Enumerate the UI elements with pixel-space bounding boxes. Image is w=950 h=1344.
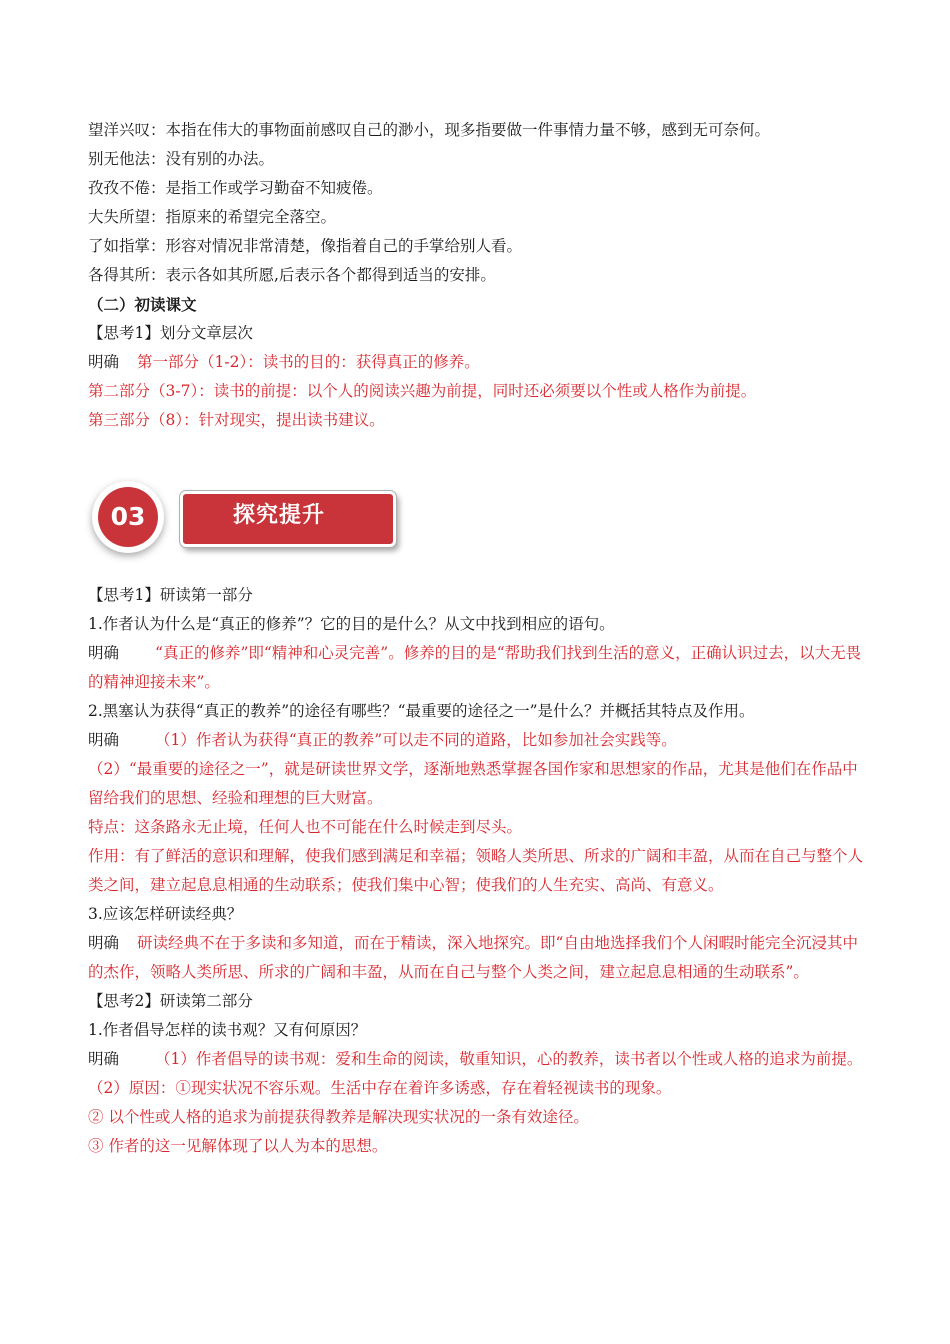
answer-text: ② 以个性或人格的追求为前提获得教养是解决现实状况的一条有效途径。 xyxy=(88,1108,589,1126)
question: 2.黑塞认为获得“真正的教养”的途径有哪些？“最重要的途径之一”是什么？并概括其特点及作用。 xyxy=(88,702,755,720)
answer-text: （2）“最重要的途径之一”，就是研读世界文学，逐渐地熟悉掌握各国作家和思想家的作品，尤其是他们在作品中留给我们的思想、经验和理想的巨大财富。 xyxy=(88,760,858,807)
question: 3.应该怎样研读经典？ xyxy=(88,905,243,923)
answer-text: 特点：这条路永无止境，任何人也不可能在什么时候走到尽头。 xyxy=(88,818,523,836)
answer-text: （2）原因：①现实状况不容乐观。生活中存在着许多诱惑，存在着轻视读书的现象。 xyxy=(88,1079,672,1097)
section-number: 03 xyxy=(98,487,158,547)
answer-label: 明确 xyxy=(88,934,120,952)
answer-label: 明确 xyxy=(88,353,120,371)
think-prompt xyxy=(88,581,868,610)
section-banner xyxy=(88,481,868,555)
vocab-item: 大失所望：指原来的希望完全落空。 xyxy=(88,208,337,226)
question: 1.作者倡导怎样的读书观？又有何原因？ xyxy=(88,1021,367,1039)
question: 1.作者认为什么是“真正的修养”？它的目的是什么？从文中找到相应的语句。 xyxy=(88,615,615,633)
answer-label: 明确 xyxy=(88,1050,120,1068)
answer-line xyxy=(88,1045,868,1074)
answer-text: 第一部分（1-2）：读书的目的：获得真正的修养。 xyxy=(137,353,480,371)
answer-text: 第三部分（8）：针对现实，提出读书建议。 xyxy=(88,411,385,429)
think-label: 【思考2】 xyxy=(88,992,160,1010)
answer-line xyxy=(88,726,868,755)
answer-text: 第二部分（3-7）：读书的前提：以个人的阅读兴趣为前提，同时还必须要以个性或人格作为前提。 xyxy=(88,382,757,400)
vocab-item: 孜孜不倦：是指工作或学习勤奋不知疲倦。 xyxy=(88,179,383,197)
answer-label: 明确 xyxy=(88,731,120,749)
answer-label: 明确 xyxy=(88,644,120,662)
answer-text: 研读经典不在于多读和多知道，而在于精读，深入地探究。即“自由地选择我们个人闲暇时能完全沉浸其中的杰作，领略人类所思、所求的广阔和丰盈，从而在自己与整个人类之间，建立起息息相通的生动联系”。 xyxy=(88,934,858,981)
answer-text: （1）作者认为获得“真正的教养”可以走不同的道路，比如参加社会实践等。 xyxy=(155,731,677,749)
answer-text: （1）作者倡导的读书观：爱和生命的阅读，敬重知识，心的教养，读书者以个性或人格的追求为前提。 xyxy=(155,1050,863,1068)
answer-text: ③ 作者的这一见解体现了以人为本的思想。 xyxy=(88,1137,388,1155)
vocab-item: 望洋兴叹：本指在伟大的事物面前感叹自己的渺小，现多指要做一件事情力量不够，感到无可奈何。 xyxy=(88,121,771,139)
think-text: 研读第一部分 xyxy=(159,586,253,604)
section-title-bar xyxy=(180,491,396,547)
document-page xyxy=(88,116,868,1161)
vocab-item: 各得其所：表示各如其所愿,后表示各个都得到适当的安排。 xyxy=(88,266,496,284)
answer-text: 作用：有了鲜活的意识和理解，使我们感到满足和幸福；领略人类所思、所求的广阔和丰盈，从而在自己与整个人类之间，建立起息息相通的生动联系；使我们集中心智；使我们的人生充实、高尚、有意义。 xyxy=(88,847,864,894)
answer-line xyxy=(88,639,868,697)
think-prompt xyxy=(88,987,868,1016)
answer-line xyxy=(88,348,868,377)
think-text: 划分文章层次 xyxy=(159,324,253,342)
section-heading: （二）初读课文 xyxy=(88,295,197,314)
think-label: 【思考1】 xyxy=(88,324,160,342)
vocab-item: 了如指掌：形容对情况非常清楚，像指着自己的手掌给别人看。 xyxy=(88,237,523,255)
answer-line xyxy=(88,929,868,987)
think-prompt xyxy=(88,319,868,348)
answer-text: “真正的修养”即“精神和心灵完善”。修养的目的是“帮助我们找到生活的意义，正确认识过去，以大无畏的精神迎接未来”。 xyxy=(88,644,862,691)
section-title: 探究提升 xyxy=(233,503,326,528)
vocab-item: 别无他法：没有别的办法。 xyxy=(88,150,275,168)
think-label: 【思考1】 xyxy=(88,586,160,604)
think-text: 研读第二部分 xyxy=(159,992,253,1010)
section-number-badge xyxy=(92,481,164,553)
